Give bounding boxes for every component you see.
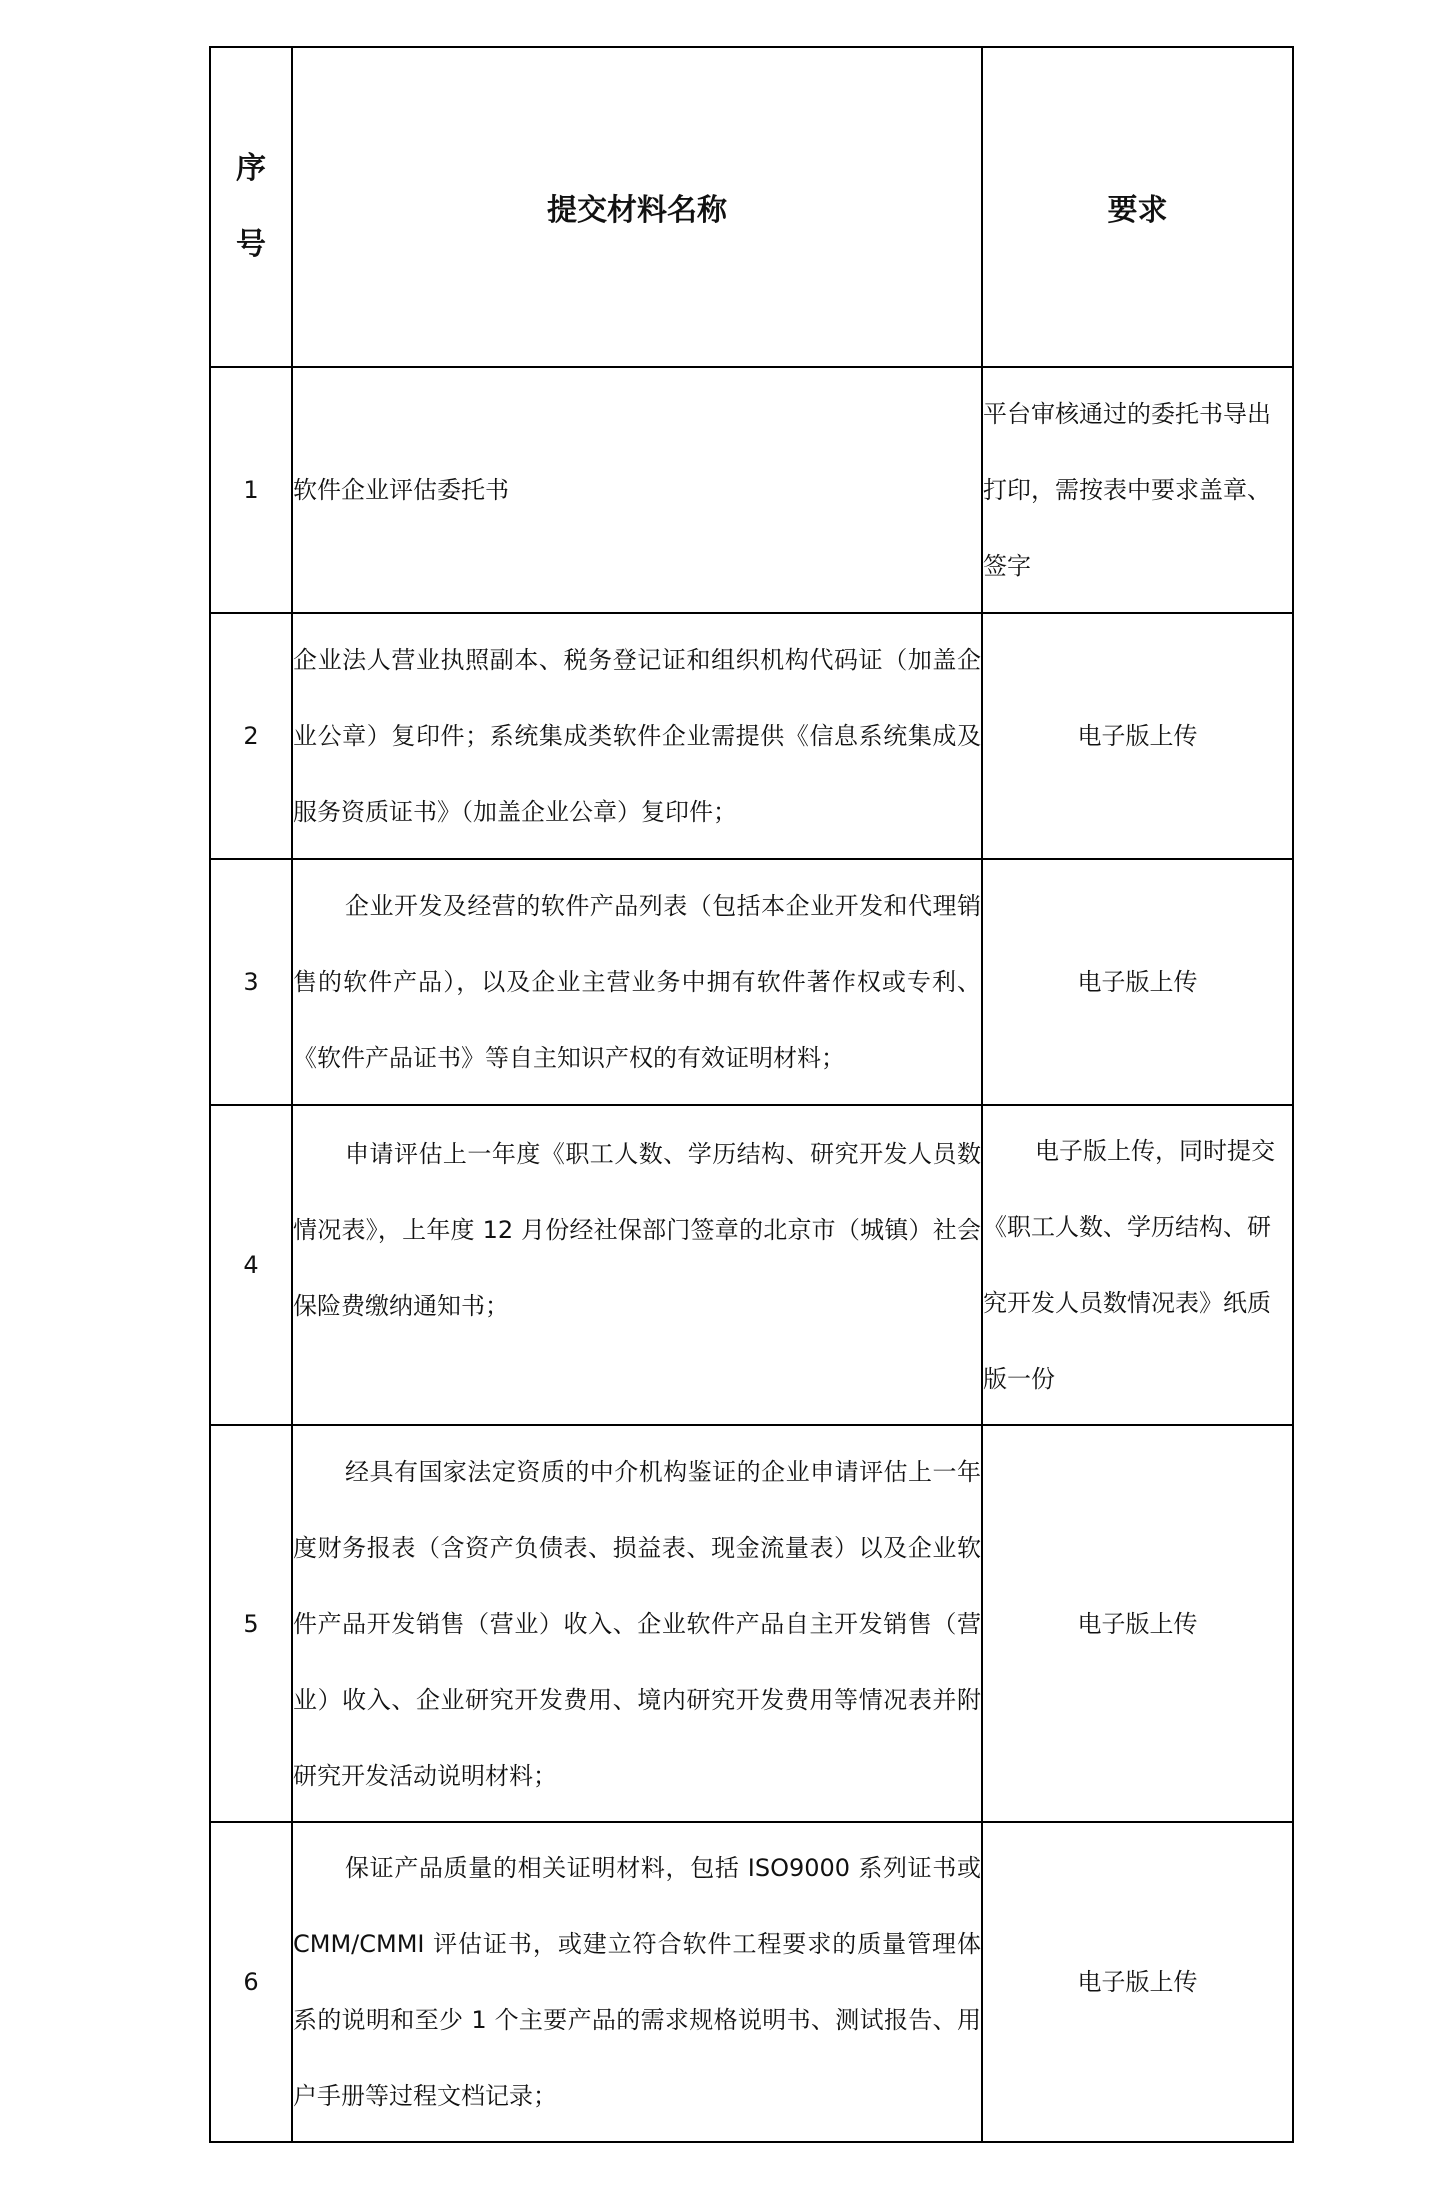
row-number: 1 <box>210 367 292 613</box>
requirement-cell: 电子版上传 <box>982 1822 1293 2142</box>
table-row <box>210 1822 1293 2142</box>
material-name-cell: 软件企业评估委托书 <box>292 367 982 613</box>
header-serial-number <box>210 47 292 367</box>
table-row <box>210 1105 1293 1425</box>
requirement-cell: 电子版上传 <box>982 613 1293 859</box>
material-name-cell: 保证产品质量的相关证明材料，包括 ISO9000 系列证书或 CMM/CMMI 评估证书，或建立符合软件工程要求的质量管理体系的说明和至少 1 个主要产品的需求规格说明书、测试报告、用户手册等过程文档记录； <box>292 1822 982 2142</box>
requirement-cell: 电子版上传，同时提交《职工人数、学历结构、研究开发人员数情况表》纸质版一份 <box>982 1105 1293 1425</box>
header-serial-char-1: 序 <box>236 151 266 186</box>
requirement-cell: 电子版上传 <box>982 859 1293 1105</box>
table-header-row <box>210 47 1293 367</box>
row-number: 6 <box>210 1822 292 2142</box>
header-material-name: 提交材料名称 <box>292 47 982 367</box>
table-row <box>210 613 1293 859</box>
material-name-cell: 企业法人营业执照副本、税务登记证和组织机构代码证（加盖企业公章）复印件；系统集成类软件企业需提供《信息系统集成及服务资质证书》（加盖企业公章）复印件； <box>292 613 982 859</box>
row-number: 4 <box>210 1105 292 1425</box>
table-row <box>210 1425 1293 1822</box>
requirement-cell: 电子版上传 <box>982 1425 1293 1822</box>
requirement-cell: 平台审核通过的委托书导出打印，需按表中要求盖章、签字 <box>982 367 1293 613</box>
header-serial-char-2: 号 <box>236 227 266 262</box>
header-requirement: 要求 <box>982 47 1293 367</box>
material-name-cell: 企业开发及经营的软件产品列表（包括本企业开发和代理销售的软件产品），以及企业主营业务中拥有软件著作权或专利、《软件产品证书》等自主知识产权的有效证明材料； <box>292 859 982 1105</box>
material-name-cell: 经具有国家法定资质的中介机构鉴证的企业申请评估上一年度财务报表（含资产负债表、损益表、现金流量表）以及企业软件产品开发销售（营业）收入、企业软件产品自主开发销售（营业）收入、企业研究开发费用、境内研究开发费用等情况表并附研究开发活动说明材料； <box>292 1425 982 1822</box>
materials-table <box>209 46 1294 2143</box>
row-number: 2 <box>210 613 292 859</box>
material-name-cell: 申请评估上一年度《职工人数、学历结构、研究开发人员数情况表》，上年度 12 月份经社保部门签章的北京市（城镇）社会保险费缴纳通知书； <box>292 1105 982 1425</box>
row-number: 5 <box>210 1425 292 1822</box>
table-row <box>210 859 1293 1105</box>
row-number: 3 <box>210 859 292 1105</box>
table-row <box>210 367 1293 613</box>
